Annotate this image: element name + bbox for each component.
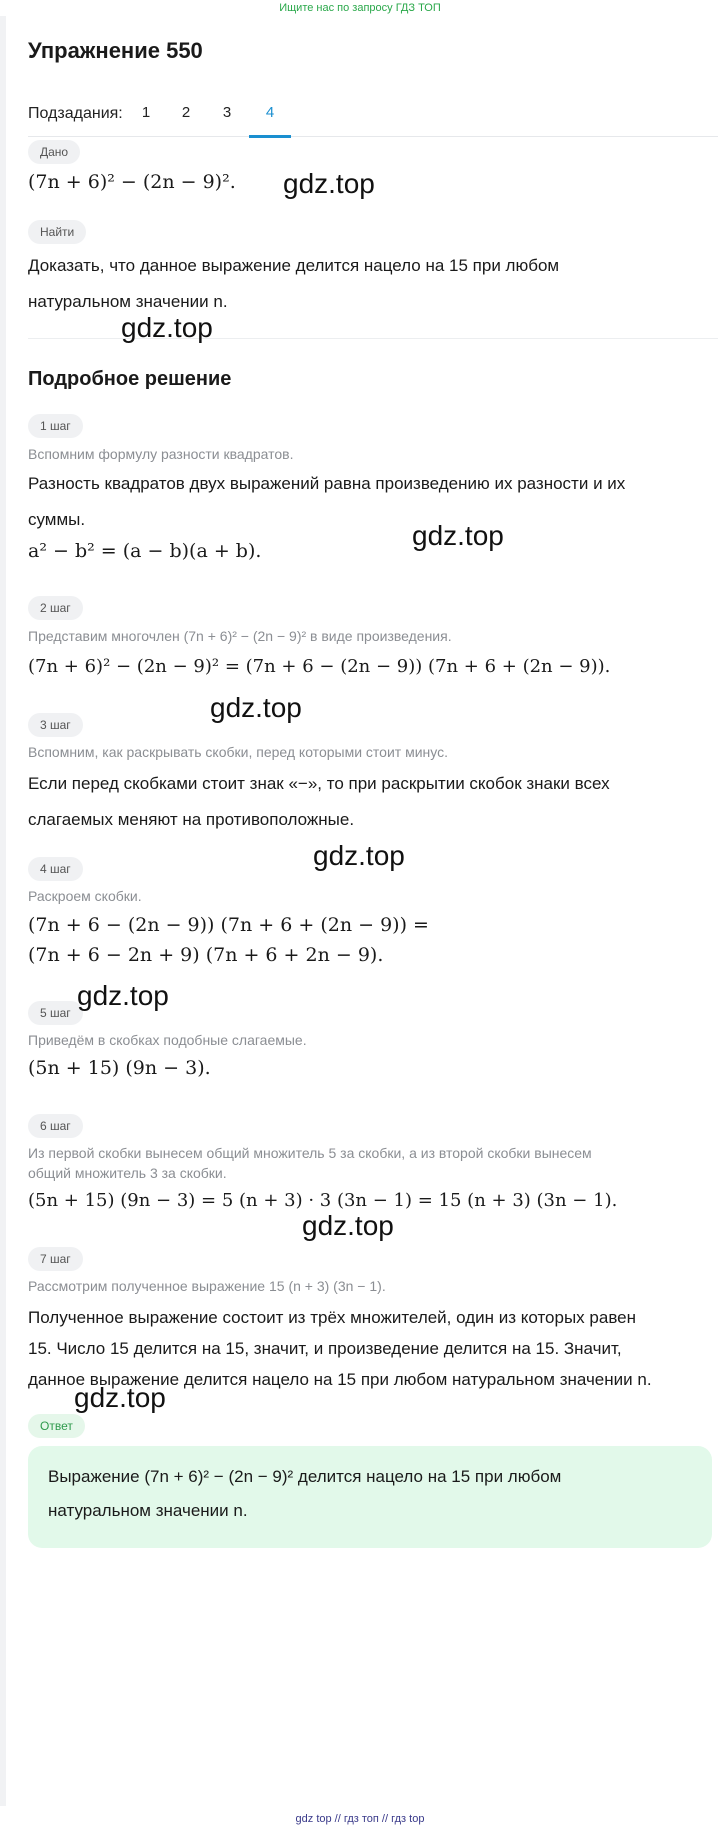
tab-subtask-2[interactable]: 2 — [181, 104, 191, 121]
watermark: gdz.top — [121, 312, 213, 343]
step-1-text — [28, 466, 718, 538]
footer-links[interactable]: gdz top // гдз топ // гдз top — [295, 1813, 425, 1825]
step-7-hint: Рассмотрим полученное выражение 15 (n + 3) (3n − 1). — [28, 1278, 386, 1294]
tab-subtask-4[interactable]: 4 — [249, 98, 291, 138]
step-5-badge: 5 шаг — [28, 1001, 83, 1025]
exercise-card — [6, 16, 720, 1806]
watermark: gdz.top — [77, 980, 169, 1011]
answer-text — [48, 1460, 698, 1528]
step-3-badge: 3 шаг — [28, 713, 83, 737]
step-6-hint — [28, 1143, 718, 1183]
step-1-line-1: Разность квадратов двух выражений равна произведению их разности и их — [28, 474, 626, 493]
step-4-formula-1: (7n + 6 − (2n − 9)) (7n + 6 + (2n − 9)) = — [28, 914, 429, 936]
step-7-line-2: 15. Число 15 делится на 15, значит, и произведение делится на 15. Значит, — [28, 1339, 622, 1358]
step-4-formula-2: (7n + 6 − 2n + 9) (7n + 6 + 2n − 9). — [28, 944, 384, 966]
step-2-formula: (7n + 6)² − (2n − 9)² = (7n + 6 − (2n − 9)) (7n + 6 + (2n − 9)). — [28, 656, 611, 677]
step-6-hint-line-2: общий множитель 3 за скобки. — [28, 1165, 227, 1181]
given-expression: (7n + 6)² − (2n − 9)². — [28, 171, 236, 193]
step-6-hint-line-1: Из первой скобки вынесем общий множитель 5 за скобки, а из второй скобки вынесем — [28, 1145, 592, 1161]
watermark: gdz.top — [74, 1382, 166, 1413]
step-3-line-1: Если перед скобками стоит знак «−», то при раскрытии скобок знаки всех — [28, 774, 610, 793]
given-badge: Дано — [28, 140, 80, 164]
solution-heading: Подробное решение — [28, 368, 232, 390]
step-3-line-2: слагаемых меняют на противоположные. — [28, 810, 355, 829]
answer-line-2: натуральном значении n. — [48, 1501, 248, 1520]
watermark: gdz.top — [412, 520, 504, 551]
watermark: gdz.top — [313, 840, 405, 871]
answer-line-1: Выражение (7n + 6)² − (2n − 9)² делится нацело на 15 при любом — [48, 1467, 562, 1486]
find-line-2: натуральном значении n. — [28, 292, 228, 311]
find-badge: Найти — [28, 220, 86, 244]
find-text — [28, 248, 718, 320]
step-2-hint: Представим многочлен (7n + 6)² − (2n − 9)² в виде произведения. — [28, 628, 452, 644]
step-5-hint: Приведём в скобках подобные слагаемые. — [28, 1032, 307, 1048]
find-line-1: Доказать, что данное выражение делится нацело на 15 при любом — [28, 256, 560, 275]
step-1-badge: 1 шаг — [28, 414, 83, 438]
step-1-formula: a² − b² = (a − b)(a + b). — [28, 540, 262, 562]
watermark: gdz.top — [283, 168, 375, 199]
answer-badge: Ответ — [28, 1414, 85, 1438]
step-5-formula: (5n + 15) (9n − 3). — [28, 1057, 211, 1079]
step-3-hint: Вспомним, как раскрывать скобки, перед которыми стоит минус. — [28, 744, 448, 760]
step-3-text — [28, 766, 718, 838]
tab-subtask-3[interactable]: 3 — [222, 104, 232, 121]
step-7-line-3: данное выражение делится нацело на 15 при любом натуральном значении n. — [28, 1370, 652, 1389]
subtasks-bar — [28, 92, 718, 137]
top-banner: Ищите нас по запросу ГДЗ ТОП — [279, 2, 441, 14]
step-2-badge: 2 шаг — [28, 596, 83, 620]
step-7-badge: 7 шаг — [28, 1247, 83, 1271]
watermark: gdz.top — [302, 1210, 394, 1241]
step-1-hint: Вспомним формулу разности квадратов. — [28, 446, 294, 462]
step-6-formula: (5n + 15) (9n − 3) = 5 (n + 3) · 3 (3n − 1) = 15 (n + 3) (3n − 1). — [28, 1190, 618, 1211]
step-4-hint: Раскроем скобки. — [28, 888, 142, 904]
step-6-badge: 6 шаг — [28, 1114, 83, 1138]
step-4-badge: 4 шаг — [28, 857, 83, 881]
page-title: Упражнение 550 — [28, 38, 203, 63]
subtasks-label: Подзадания: — [28, 105, 123, 122]
answer-box — [28, 1446, 712, 1548]
step-7-line-1: Полученное выражение состоит из трёх множителей, один из которых равен — [28, 1308, 636, 1327]
step-1-line-2: суммы. — [28, 510, 86, 529]
watermark: gdz.top — [210, 692, 302, 723]
tab-subtask-1[interactable]: 1 — [141, 104, 151, 121]
